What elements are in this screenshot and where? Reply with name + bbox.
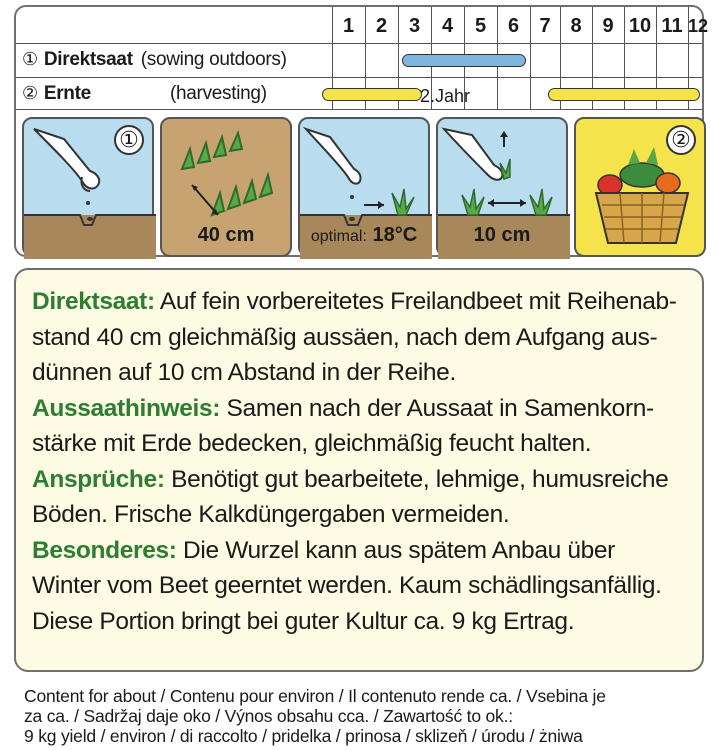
harvest-period-bar-2: [548, 88, 700, 101]
heading-requirements: Ansprüche:: [32, 465, 165, 493]
row-translation-sowing: (sowing outdoors): [140, 49, 287, 70]
pictogram-harvest: [574, 117, 706, 257]
instruction-special: [32, 533, 686, 640]
month-1: 1: [342, 15, 355, 37]
month-12: 12: [688, 16, 709, 36]
month-5: 5: [474, 15, 487, 37]
sowing-calendar: [14, 5, 709, 257]
row-sowing: [22, 49, 287, 71]
yield-note-line-3: 9 kg yield / environ / di raccolto / pridelka / prinosa / sklizeň / úrodu / żniwa: [24, 726, 583, 746]
pictogram-row-spacing: [160, 117, 292, 257]
month-3: 3: [408, 15, 421, 37]
row-translation-harvest: (harvesting): [170, 83, 267, 104]
row-number-2: ②: [22, 83, 38, 104]
heading-direct-sowing: Direktsaat:: [32, 288, 155, 315]
row-title-harvest: Ernte: [43, 83, 91, 104]
temperature-prefix: optimal:: [310, 228, 367, 245]
pictogram-thinning: [436, 117, 568, 257]
thinning-spacing-label: 10 cm: [473, 224, 531, 246]
month-4: 4: [441, 15, 454, 37]
instruction-sowing-hint: [32, 391, 686, 462]
month-11: 11: [661, 15, 683, 37]
cultivation-instructions: [14, 268, 704, 672]
heading-special: Besonderes:: [32, 536, 177, 564]
row-number-1: ①: [22, 49, 38, 70]
month-2: 2: [375, 15, 388, 37]
text-special: Die Wurzel kann aus spätem Anbau über Winter vom Beet geerntet werden. Kaum schädlingsanfällig. Diese Portion bringt bei guter Kultur ca. 9 kg Ertrag.: [32, 536, 662, 635]
month-9: 9: [602, 15, 614, 37]
pictogram-temperature: [298, 117, 430, 257]
sowing-period-bar: [402, 54, 526, 67]
temperature-label: [300, 224, 428, 247]
row-harvest: [22, 83, 267, 105]
heading-sowing-hint: Aussaathinweis:: [32, 394, 221, 422]
text-requirements: Benötigt gut bearbeitete, lehmige, humusreiche Böden. Frische Kalkdüngergaben vermeiden.: [32, 465, 669, 528]
pictogram-strip: [16, 117, 702, 257]
step-badge-1: ①: [114, 125, 144, 155]
yield-note: [24, 686, 714, 746]
month-10: 10: [628, 15, 652, 37]
row-spacing-label: 40 cm: [197, 224, 255, 246]
month-6: 6: [507, 15, 520, 37]
temperature-value: 18°C: [372, 224, 418, 246]
instruction-direct-sowing: [32, 284, 686, 391]
pictogram-sowing: [22, 117, 154, 257]
calendar-grid: [16, 7, 709, 110]
yield-note-line-2: za ca. / Sadržaj daje oko / Výnos obsahu cca. / Zawartość to ok.:: [24, 706, 513, 726]
harvest-period-bar-1: [322, 88, 422, 101]
step-badge-2: ②: [666, 125, 696, 155]
yield-note-line-1: Content for about / Contenu pour environ / Il contenuto rende ca. / Vsebina je: [24, 686, 606, 706]
instruction-requirements: [32, 462, 686, 533]
month-8: 8: [570, 15, 582, 37]
text-direct-sowing: Auf fein vorbereitetes Freilandbeet mit Reihenab-stand 40 cm gleichmäßig aussäen, nach dem Aufgang aus-dünnen auf 10 cm Abstand in der Reihe.: [32, 288, 677, 386]
second-year-note: 2.Jahr: [420, 86, 471, 106]
month-7: 7: [539, 15, 551, 37]
text-sowing-hint: Samen nach der Aussaat in Samenkorn-stärke mit Erde bedecken, gleichmäßig feucht halten.: [32, 394, 654, 457]
row-title-sowing: Direktsaat: [43, 49, 133, 70]
